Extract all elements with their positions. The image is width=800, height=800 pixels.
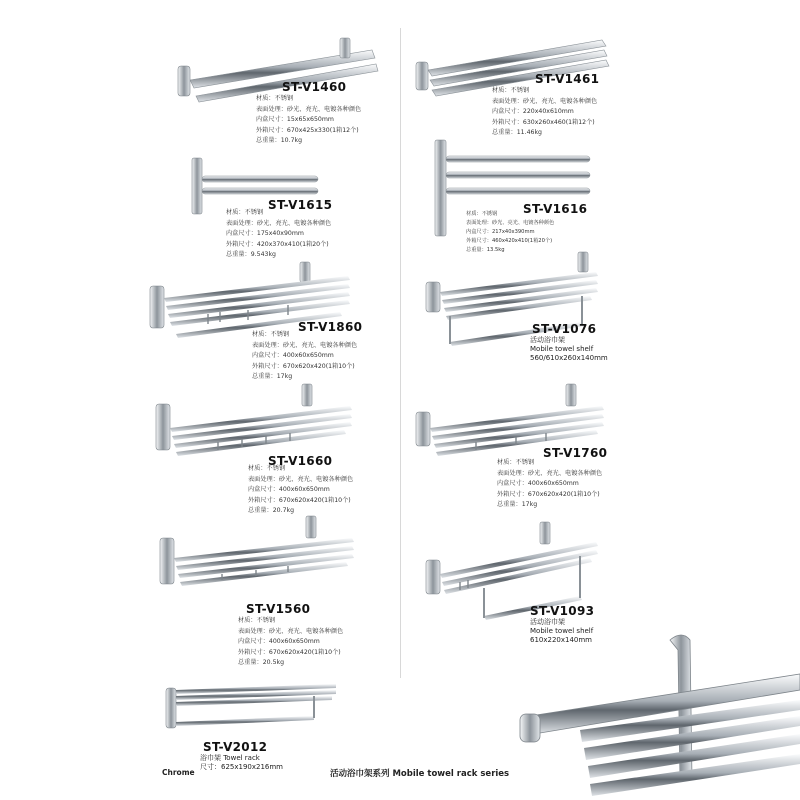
model-label-st-v1660: ST-V1660 bbox=[268, 454, 333, 468]
towel-rack-image-st-v2012 bbox=[164, 674, 340, 736]
desc-st-v2012: 浴巾架 Towel rack 尺寸：625x190x216mm bbox=[200, 754, 284, 771]
specs-st-v1660: 材质：不锈钢 表面处理：砂光、亮光、电镀各种颜色 内盒尺寸：400x60x650mm 外箱尺寸：670x620x420(1箱10个) 总重量：20.7kg bbox=[248, 465, 354, 514]
specs-st-v1460: 材质：不锈钢 表面处理：砂光、亮光、电镀各种颜色 内盒尺寸：15x65x650mm 外箱尺寸：670x425x330(1箱12个) 总重量：10.7kg bbox=[256, 95, 362, 144]
column-divider bbox=[400, 28, 401, 678]
left-margin bbox=[0, 0, 150, 800]
specs-st-v1616: 材质：不锈钢 表面处理：砂光、亮光、电镀各种颜色 内盒尺寸：217x40x390mm 外箱尺寸：460x420x410(1箱20个) 总重量：13.5kg bbox=[466, 211, 555, 253]
desc-st-v1076: 活动浴巾架 Mobile towel shelf 560/610x260x140mm bbox=[530, 336, 608, 362]
towel-shelf-image-st-v1560 bbox=[160, 516, 356, 594]
model-label-st-v1460: ST-V1460 bbox=[282, 80, 347, 94]
model-label-st-v2012: ST-V2012 bbox=[203, 740, 268, 754]
series-title: 活动浴巾架系列 Mobile towel rack series bbox=[330, 769, 510, 779]
model-label-st-v1461: ST-V1461 bbox=[535, 72, 600, 86]
finish-label: Chrome bbox=[162, 768, 195, 777]
model-label-st-v1093: ST-V1093 bbox=[530, 604, 595, 618]
desc-st-v1093: 活动浴巾架 Mobile towel shelf 610x220x140mm bbox=[530, 618, 594, 644]
model-label-st-v1860: ST-V1860 bbox=[298, 320, 363, 334]
model-label-st-v1760: ST-V1760 bbox=[543, 446, 608, 460]
decorative-closeup-image bbox=[520, 630, 800, 800]
model-label-st-v1560: ST-V1560 bbox=[246, 602, 311, 616]
specs-st-v1461: 材质：不锈钢 表面处理：砂光、亮光、电镀各种颜色 内盒尺寸：220x40x610mm 外箱尺寸：630x260x460(1箱12个) 总重量：11.46kg bbox=[492, 87, 598, 136]
specs-st-v1860: 材质：不锈钢 表面处理：砂光、亮光、电镀各种颜色 内盒尺寸：400x60x650mm 外箱尺寸：670x620x420(1箱10个) 总重量：17kg bbox=[252, 331, 358, 380]
specs-st-v1560: 材质：不锈钢 表面处理：砂光、亮光、电镀各种颜色 内盒尺寸：400x60x650mm 外箱尺寸：670x620x420(1箱10个) 总重量：20.5kg bbox=[238, 617, 344, 666]
model-label-st-v1076: ST-V1076 bbox=[532, 322, 597, 336]
model-label-st-v1615: ST-V1615 bbox=[268, 198, 333, 212]
specs-st-v1615: 材质：不锈钢 表面处理：砂光、亮光、电镀各种颜色 内盒尺寸：175x40x90mm 外箱尺寸：420x370x410(1箱20个) 总重量：9.543kg bbox=[226, 209, 332, 258]
model-label-st-v1616: ST-V1616 bbox=[523, 202, 588, 216]
specs-st-v1760: 材质：不锈钢 表面处理：砂光、亮光、电镀各种颜色 内盒尺寸：400x60x650mm 外箱尺寸：670x620x420(1箱10个) 总重量：17kg bbox=[497, 459, 603, 508]
